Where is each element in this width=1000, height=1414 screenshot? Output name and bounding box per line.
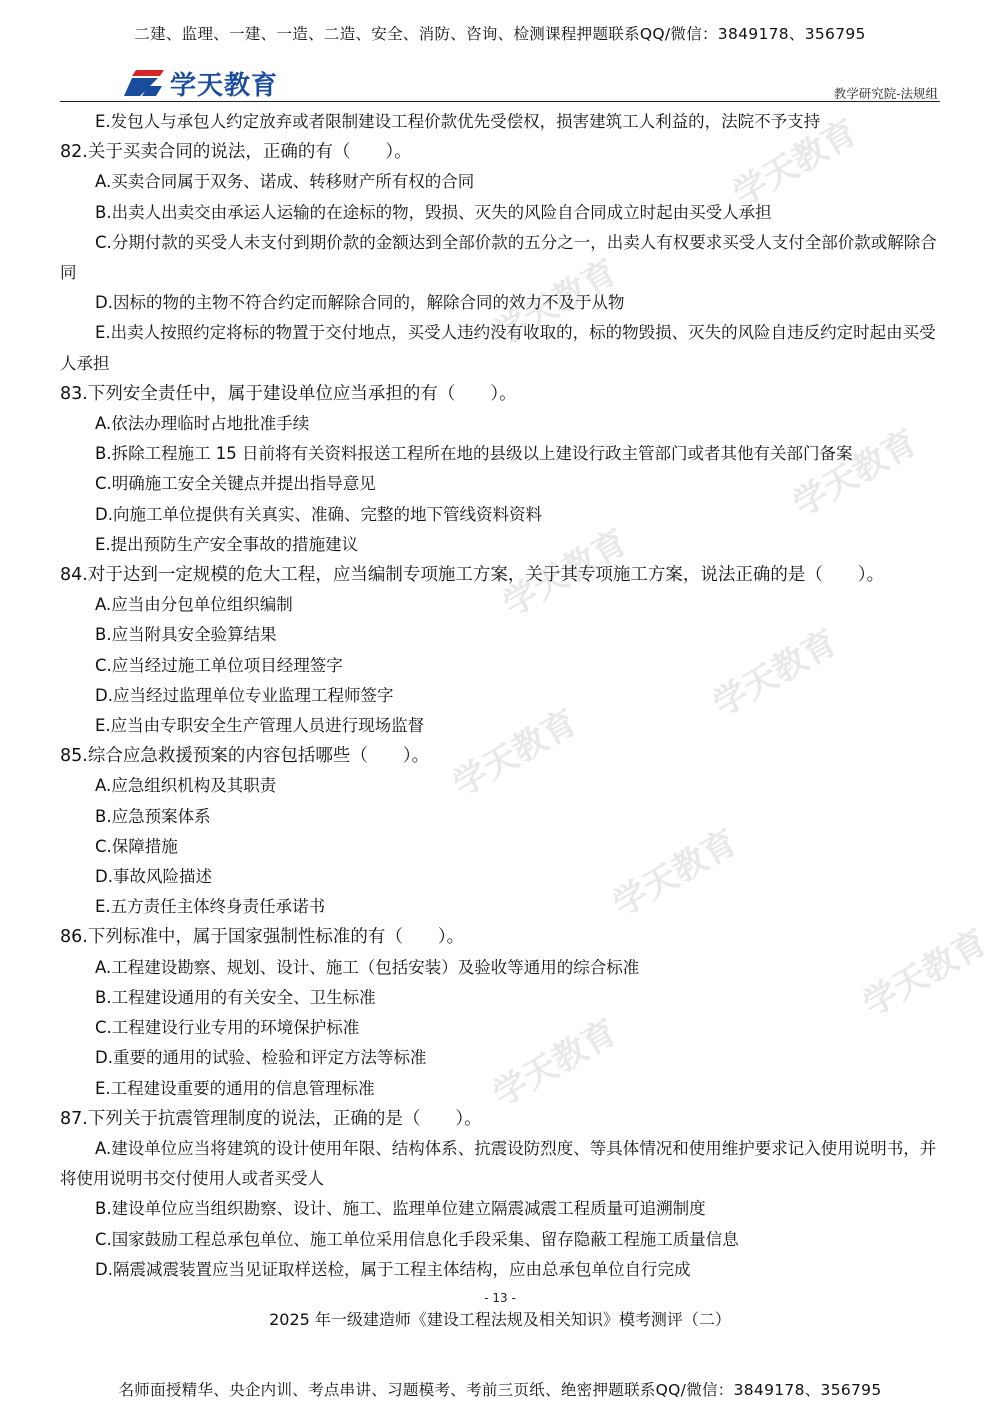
option-c: C.工程建设行业专用的环境保护标准 (95, 1018, 360, 1038)
watermark: 学天教育 (486, 252, 625, 355)
option-e: E.工程建设重要的通用的信息管理标准 (95, 1078, 375, 1098)
option-a: A.建设单位应当将建筑的设计使用年限、结构体系、抗震设防烈度、等具体情况和使用维护要求记入使用说明书，并将使用说明书交付使用人或者买受人 (60, 1138, 937, 1189)
logo-text: 学天教育 (170, 70, 279, 101)
watermark: 学天教育 (496, 522, 635, 625)
bottom-banner: 名师面授精华、央企内训、考点串讲、习题模考、考前三页纸、绝密押题联系QQ/微信：3849178、356795 (118, 1381, 882, 1399)
page-number: - 13 - (484, 1291, 516, 1305)
watermark: 学天教育 (446, 702, 585, 805)
question-86 (60, 922, 940, 1103)
question-title: 85.综合应急救援预案的内容包括哪些（ ）。 (60, 746, 430, 767)
option-c: C.保障措施 (95, 836, 178, 856)
carryover-option: E.发包人与承包人约定放弃或者限制建设工程价款优先受偿权，损害建筑工人利益的，法院不予支持 (95, 112, 821, 131)
question-84 (60, 560, 940, 741)
option-b: B.应当附具安全验算结果 (95, 625, 277, 645)
question-83 (60, 379, 940, 560)
option-b: B.建设单位应当组织勘察、设计、施工、监理单位建立隔震减震工程质量可追溯制度 (95, 1199, 706, 1219)
option-d: D.应当经过监理单位专业监理工程师签字 (95, 685, 394, 705)
watermark: 学天教育 (706, 622, 845, 725)
question-title: 84.对于达到一定规模的危大工程，应当编制专项施工方案，关于其专项施工方案，说法正确的是（ ）。 (60, 565, 885, 586)
option-c: C.明确施工安全关键点并提出指导意见 (95, 474, 376, 494)
option-b: B.工程建设通用的有关安全、卫生标准 (95, 987, 376, 1007)
option-c: C.应当经过施工单位项目经理签字 (95, 655, 343, 675)
top-banner: 二建、监理、一建、一造、二造、安全、消防、咨询、检测课程押题联系QQ/微信：3849178、356795 (134, 25, 866, 43)
option-c: C.国家鼓励工程总承包单位、施工单位采用信息化手段采集、留存隐蔽工程施工质量信息 (95, 1229, 739, 1249)
option-d: D.重要的通用的试验、检验和评定方法等标准 (95, 1048, 427, 1068)
option-a: A.应急组织机构及其职责 (95, 776, 277, 796)
watermark: 学天教育 (486, 1012, 625, 1115)
option-a: A.买卖合同属于双务、诺成、转移财产所有权的合同 (95, 172, 475, 192)
watermark: 学天教育 (726, 112, 865, 215)
option-e: E.应当由专职安全生产管理人员进行现场监督 (95, 716, 425, 736)
question-82 (60, 137, 940, 379)
footer-title: 2025 年一级建造师《建设工程法规及相关知识》模考测评（二） (269, 1310, 731, 1329)
watermark: 学天教育 (786, 422, 925, 525)
option-c: C.分期付款的买受人未支付到期价款的金额达到全部价款的五分之一，出卖人有权要求买受人支付全部价款或解除合同 (60, 232, 937, 283)
option-b: B.应急预案体系 (95, 806, 211, 826)
option-e: E.五方责任主体终身责任承诺书 (95, 897, 326, 917)
option-e: E.出卖人按照约定将标的物置于交付地点，买受人违约没有收取的，标的物毁损、灭失的风险自违反约定时起由买受人承担 (60, 323, 936, 373)
option-d: D.因标的物的主物不符合约定而解除合同的，解除合同的效力不及于从物 (95, 293, 625, 313)
question-title: 83.下列安全责任中，属于建设单位应当承担的有（ ）。 (60, 383, 517, 404)
option-a: A.应当由分包单位组织编制 (95, 595, 293, 615)
option-d: D.事故风险描述 (95, 867, 212, 887)
question-title: 82.关于买卖合同的说法，正确的有（ ）。 (60, 142, 412, 163)
option-d: D.隔震减震装置应当见证取样送检，属于工程主体结构，应由总承包单位自行完成 (95, 1259, 691, 1279)
department-label: 教学研究院-法规组 (833, 86, 938, 101)
option-b: B.拆除工程施工 15 日前将有关资料报送工程所在地的县级以上建设行政主管部门或者其他有关部门备案 (95, 444, 853, 464)
logo-mark-icon (122, 68, 166, 98)
question-85 (60, 741, 940, 922)
watermark: 学天教育 (606, 822, 745, 925)
option-a: A.工程建设勘察、规划、设计、施工（包括安装）及验收等通用的综合标准 (95, 957, 640, 977)
watermark: 学天教育 (856, 922, 995, 1025)
question-title: 87.下列关于抗震管理制度的说法，正确的是（ ）。 (60, 1108, 482, 1129)
question-title: 86.下列标准中，属于国家强制性标准的有（ ）。 (60, 927, 465, 948)
company-logo (122, 66, 278, 100)
option-a: A.依法办理临时占地批准手续 (95, 414, 310, 434)
option-e: E.提出预防生产安全事故的措施建议 (95, 534, 359, 554)
option-b: B.出卖人出卖交由承运人运输的在途标的物，毁损、灭失的风险自合同成立时起由买受人承担 (95, 202, 772, 222)
question-87 (60, 1104, 940, 1285)
header-divider (60, 101, 940, 102)
option-d: D.向施工单位提供有关真实、准确、完整的地下管线资料资料 (95, 504, 542, 524)
question-content (60, 107, 940, 1285)
